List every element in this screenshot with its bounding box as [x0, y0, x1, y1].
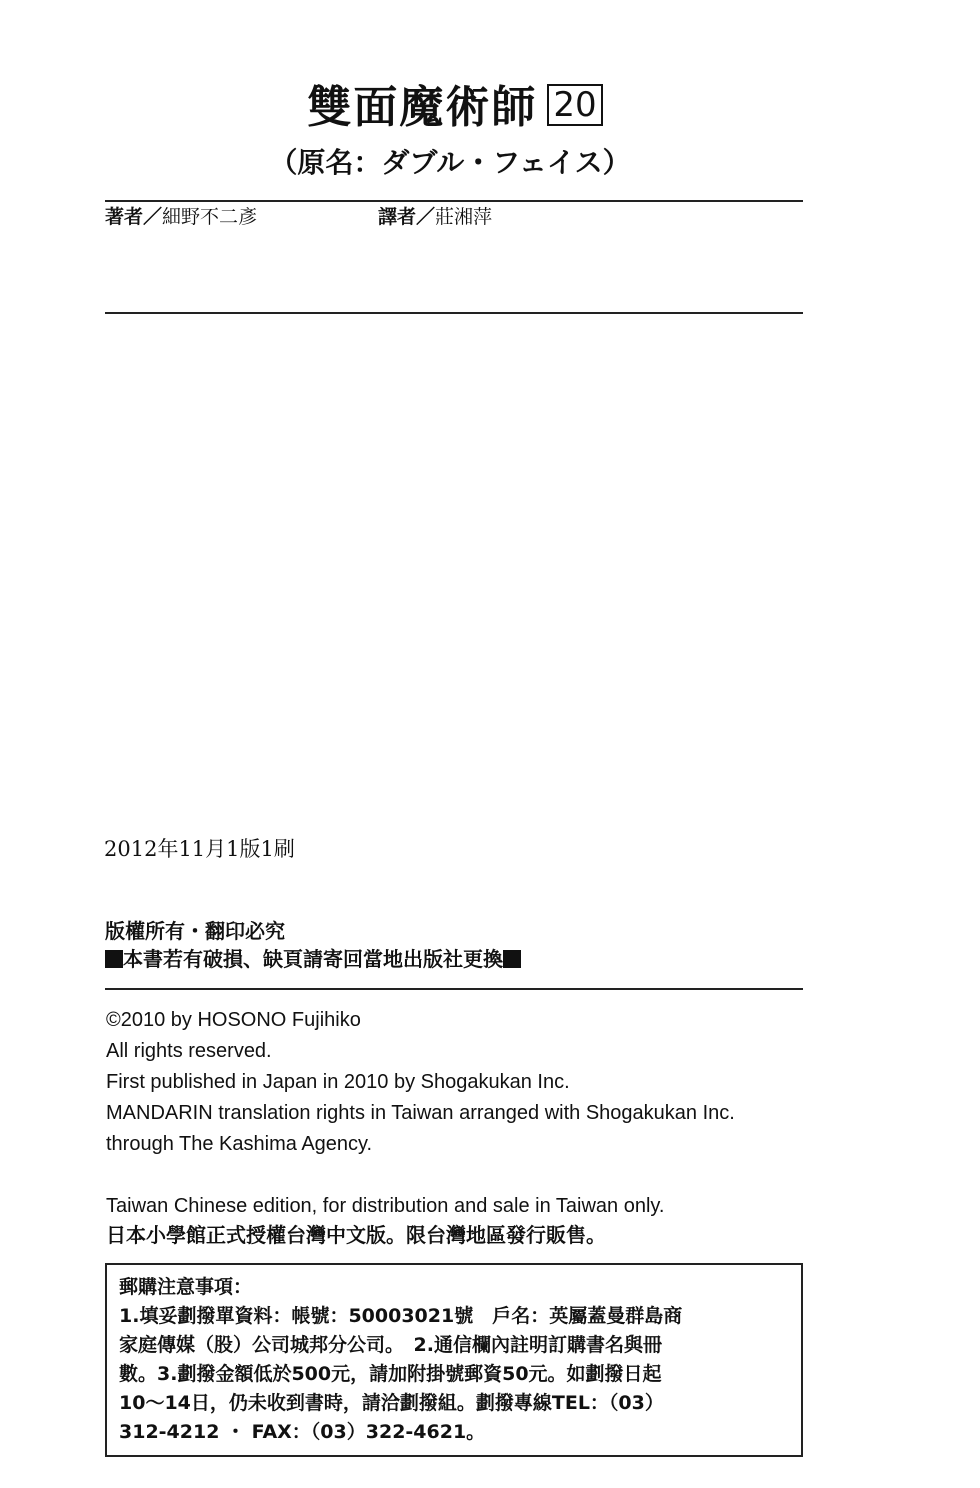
mail-order-line: 312-4212 ・ FAX：（03）322-4621。: [119, 1421, 486, 1443]
divider-credits: [105, 312, 803, 314]
author-label: 著者／: [105, 206, 163, 228]
damage-notice: [105, 946, 521, 972]
mail-order-line: 家庭傳媒（股）公司城邦分公司。 2.通信欄內註明訂購書名與冊: [119, 1334, 662, 1356]
print-date: 2012年11月1版1刷: [104, 837, 295, 861]
book-title: [0, 82, 910, 134]
edition-chinese: 日本小學館正式授權台灣中文版。限台灣地區發行販售。: [106, 1223, 606, 1247]
divider-copyright: [105, 988, 803, 990]
author-credit: [105, 205, 257, 229]
rights-reserved: 版權所有・翻印必究: [105, 919, 285, 943]
translator-label: 譯者／: [378, 206, 436, 228]
mail-order-line: 數。3.劃撥金額低於500元，請加附掛號郵資50元。如劃撥日起: [119, 1363, 662, 1385]
copyright-line: through The Kashima Agency.: [106, 1133, 373, 1155]
copyright-line: ©2010 by HOSONO Fujihiko: [106, 1009, 361, 1031]
divider-top: [105, 200, 803, 202]
translator-name: 莊湘萍: [435, 206, 493, 228]
book-title-text: 雙面魔術師: [307, 82, 538, 133]
mail-order-box: [105, 1263, 803, 1457]
mail-order-line: 1.填妥劃撥單資料：帳號：50003021號 戶名：英屬蓋曼群島商: [119, 1305, 683, 1327]
copyright-line: First published in Japan in 2010 by Shogakukan Inc.: [106, 1071, 570, 1093]
damage-notice-text: 本書若有破損、缺頁請寄回當地出版社更換: [123, 947, 503, 971]
copyright-line: All rights reserved.: [106, 1040, 272, 1062]
edition-english: Taiwan Chinese edition, for distribution and sale in Taiwan only.: [106, 1195, 665, 1217]
copyright-line: MANDARIN translation rights in Taiwan arranged with Shogakukan Inc.: [106, 1102, 735, 1124]
square-bullet-icon: [503, 950, 521, 968]
mail-order-text: [119, 1273, 795, 1447]
square-bullet-icon: [105, 950, 123, 968]
translator-credit: [378, 205, 492, 229]
volume-number: 20: [547, 84, 602, 126]
mail-order-heading: 郵購注意事項：: [119, 1276, 253, 1298]
mail-order-line: 10～14日，仍未收到書時，請洽劃撥組。劃撥專線TEL：（03）: [119, 1392, 664, 1414]
original-title: （原名：ダブル・フェイス）: [269, 146, 631, 179]
author-name: 細野不二彥: [162, 206, 258, 228]
